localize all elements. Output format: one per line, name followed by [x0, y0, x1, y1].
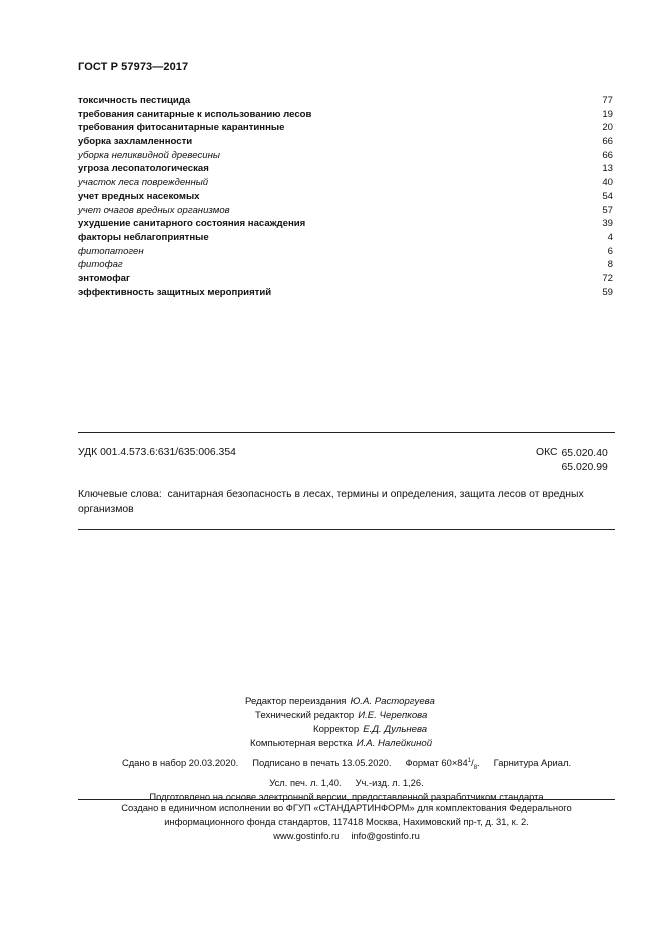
- publisher-sheets: Уч.-изд. л. 1,26.: [355, 776, 424, 788]
- index-page: 39: [602, 218, 613, 230]
- credit-person: И.Е. Черепкова: [358, 710, 428, 721]
- index-page: 6: [607, 245, 613, 257]
- index-row: [78, 135, 613, 149]
- index-term: энтомофаг: [78, 272, 130, 284]
- index-term: требования санитарные к использованию лесов: [78, 108, 312, 120]
- credit-role: Компьютерная верстка: [250, 738, 353, 749]
- credit-row: [200, 709, 500, 723]
- index-term: требования фитосанитарные карантинные: [78, 122, 285, 134]
- prepared-note: Подготовлено на основе электронной версии, предоставленной разработчиком стандарта: [149, 791, 544, 802]
- print-info: [78, 754, 615, 805]
- email-link[interactable]: info@gostinfo.ru: [351, 830, 420, 841]
- index-page: 8: [607, 259, 613, 271]
- index-term: уборка неликвидной древесины: [78, 149, 220, 161]
- index-term: учет вредных насекомых: [78, 190, 200, 202]
- credits: [200, 695, 500, 751]
- index-row: [78, 286, 613, 300]
- index-row: [78, 245, 613, 259]
- keywords: [78, 488, 618, 517]
- divider-middle: [78, 529, 615, 530]
- divider-bottom: [78, 799, 615, 800]
- credit-role: Редактор переиздания: [245, 696, 347, 707]
- index-page: 54: [602, 190, 613, 202]
- credit-role: Корректор: [313, 724, 360, 735]
- website-link[interactable]: www.gostinfo.ru: [273, 830, 340, 841]
- oks-block: [536, 447, 608, 474]
- oks-label: ОКС: [536, 447, 558, 458]
- index-row: [78, 231, 613, 245]
- index-page: 59: [602, 286, 613, 298]
- publisher-line: Создано в единичном исполнении во ФГУП «СТАНДАРТИНФОРМ» для комплектования Федерального: [121, 802, 572, 813]
- credit-row: [200, 737, 500, 751]
- signed-date: Подписано в печать 13.05.2020.: [252, 757, 392, 769]
- index-row: [78, 121, 613, 135]
- index-row: [78, 176, 613, 190]
- keywords-label: Ключевые слова:: [78, 489, 162, 500]
- index-page: 66: [602, 149, 613, 161]
- index-term: факторы неблагоприятные: [78, 231, 209, 243]
- index-term: эффективность защитных мероприятий: [78, 286, 272, 298]
- index-row: [78, 258, 613, 272]
- index-page: 72: [602, 272, 613, 284]
- index-row: [78, 190, 613, 204]
- divider-top: [78, 432, 615, 433]
- credit-person: И.А. Налейкиной: [356, 738, 433, 749]
- index-row: [78, 94, 613, 108]
- udk-code: УДК 001.4.573.6:631/635:006.354: [78, 447, 236, 458]
- paper-format: Формат $60\times 84^1/_8$.: [405, 757, 480, 771]
- index-term: участок леса поврежденный: [78, 177, 209, 189]
- publisher-line: информационного фонда стандартов, 117418 Москва, Нахимовский пр-т, д. 31, к. 2.: [164, 816, 529, 827]
- publisher-info: [78, 801, 615, 843]
- credit-role: Технический редактор: [255, 710, 355, 721]
- print-info-line: [78, 754, 615, 776]
- index-term: уборка захламленности: [78, 136, 193, 148]
- index-page: 20: [602, 122, 613, 134]
- credit-person: Е.Д. Дульнева: [363, 724, 428, 735]
- standard-code: ГОСТ Р 57973—2017: [78, 61, 189, 73]
- index-term: фитофаг: [78, 259, 123, 271]
- index-row: [78, 162, 613, 176]
- index-term: ухудшение санитарного состояния насаждения: [78, 218, 306, 230]
- index-row: [78, 272, 613, 286]
- subject-index: [78, 94, 613, 299]
- index-row: [78, 204, 613, 218]
- index-term: токсичность пестицида: [78, 95, 191, 106]
- index-page: 77: [602, 95, 613, 106]
- index-row: [78, 217, 613, 231]
- index-term: фитопатоген: [78, 245, 144, 257]
- oks-code: 65.020.99: [561, 461, 608, 473]
- index-term: учет очагов вредных организмов: [78, 204, 230, 216]
- keywords-text: санитарная безопасность в лесах, термины и определения, защита лесов от вредных организмов: [78, 489, 584, 515]
- oks-code: 65.020.40: [561, 448, 608, 459]
- index-page: 40: [602, 177, 613, 189]
- credit-person: Ю.А. Расторгуева: [350, 696, 435, 707]
- index-page: 4: [607, 231, 613, 243]
- index-page: 19: [602, 108, 613, 120]
- typeface: Гарнитура Ариал.: [493, 757, 572, 769]
- publisher-contacts: [78, 829, 615, 843]
- credit-row: [200, 723, 500, 737]
- print-sheets: Усл. печ. л. 1,40.: [269, 776, 342, 788]
- print-info-line: [78, 776, 615, 791]
- index-page: 13: [602, 163, 613, 175]
- index-page: 66: [602, 136, 613, 148]
- submitted-date: Сдано в набор 20.03.2020.: [121, 757, 239, 769]
- index-page: 57: [602, 204, 613, 216]
- credit-row: [200, 695, 500, 709]
- index-row: [78, 108, 613, 122]
- index-term: угроза лесопатологическая: [78, 163, 209, 175]
- index-row: [78, 149, 613, 163]
